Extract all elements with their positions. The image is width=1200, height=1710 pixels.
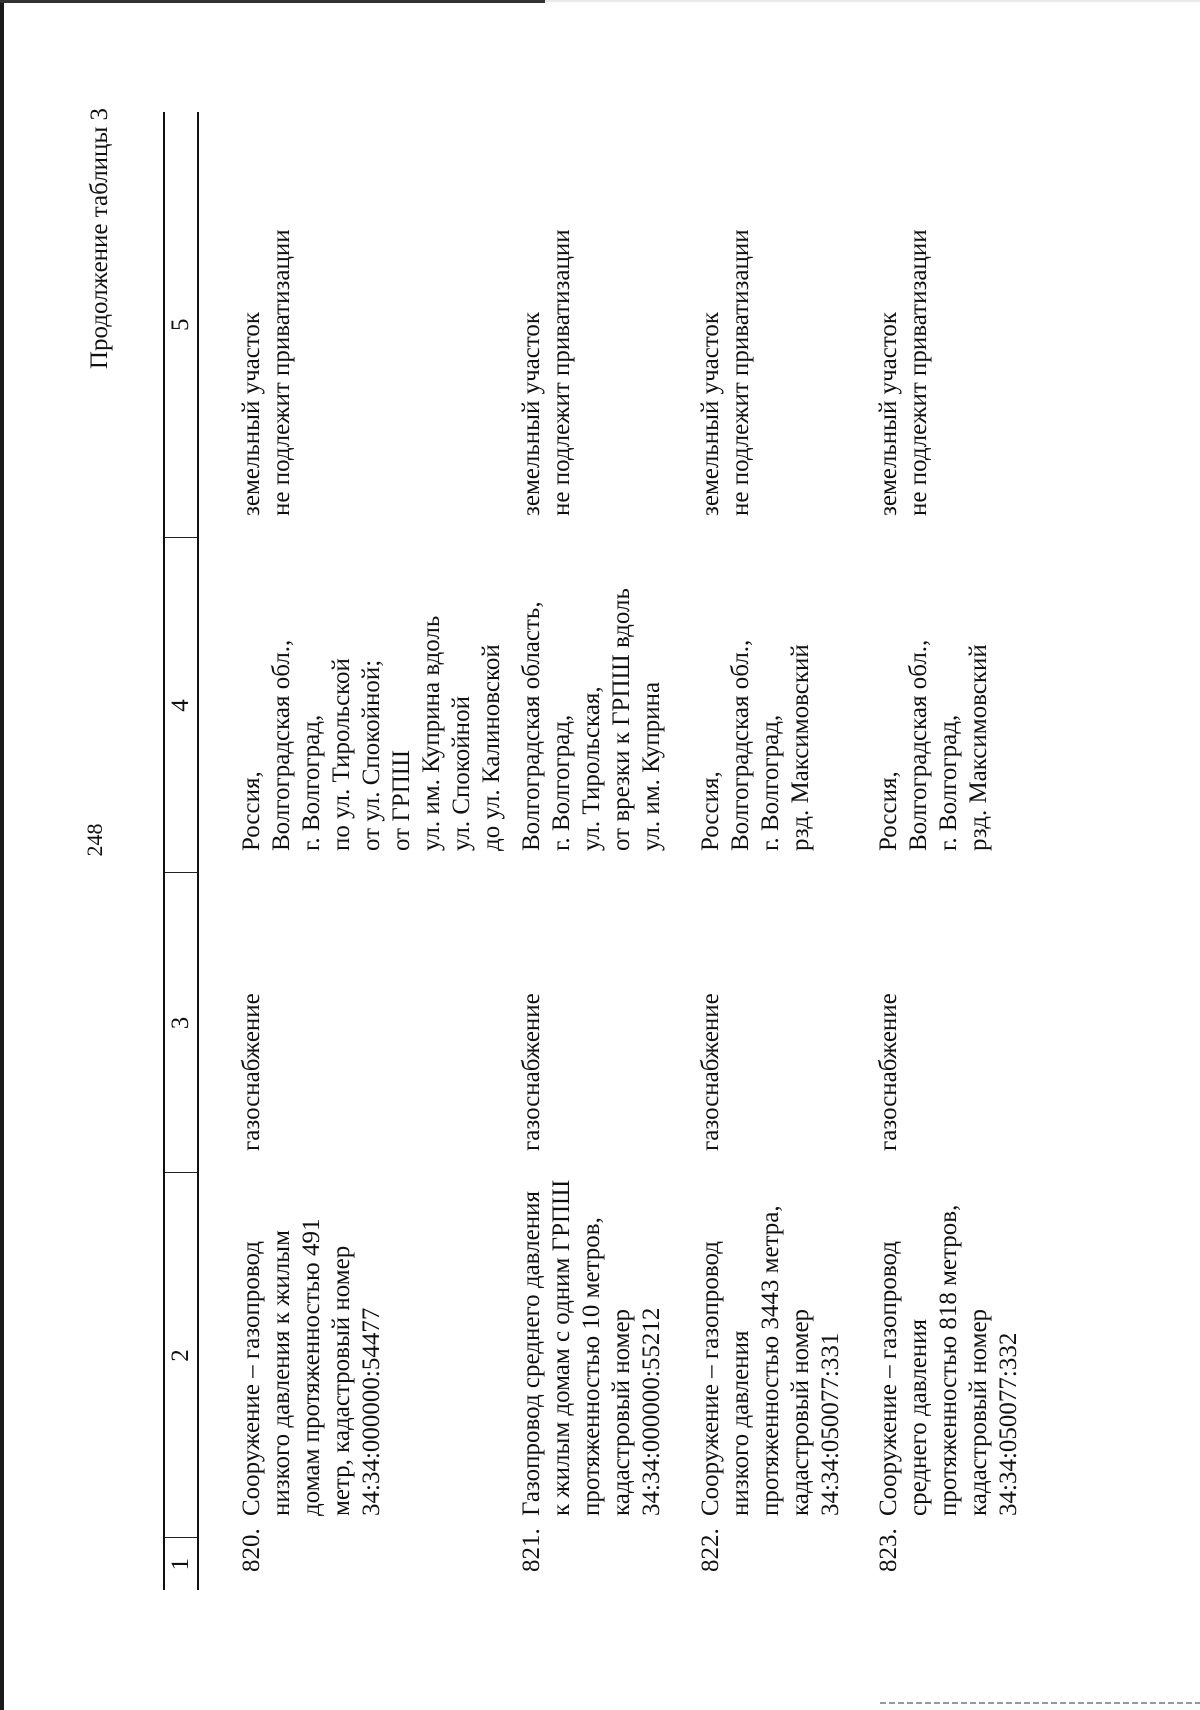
location-line: Волгоградская обл., — [905, 639, 932, 851]
object-name-line: 34:34:050077:332 — [995, 1332, 1022, 1516]
purpose-cell — [686, 873, 864, 1173]
table-caption: Продолжение таблицы 3 — [86, 108, 113, 370]
purpose-text: газоснабжение — [238, 993, 265, 1151]
location-line: от ул. Спокойной; — [358, 659, 385, 851]
location-line: Россия, — [697, 771, 724, 851]
location-cell — [198, 538, 507, 873]
purpose-cell — [507, 873, 686, 1173]
object-name-line: 34:34:050077:331 — [817, 1332, 844, 1516]
row-number: 822. — [697, 1528, 724, 1572]
object-name-line: Сооружение – газопровод — [875, 1241, 902, 1516]
purpose-cell — [198, 873, 507, 1173]
location-line: ул. Спокойной — [448, 696, 475, 851]
object-name-line: к жилым домам с одним ГРПШ — [548, 1179, 575, 1516]
object-name-cell — [507, 1173, 686, 1538]
location-line: от врезки к ГРПШ вдоль — [608, 588, 635, 851]
location-line: Волгоградская обл., — [727, 639, 754, 851]
location-line: рзд. Максимовский — [965, 644, 992, 851]
location-line: Волгоградская обл., — [268, 639, 295, 851]
object-name-line: протяженностью 10 метров, — [578, 1217, 605, 1516]
purpose-text: газоснабжение — [697, 993, 724, 1151]
location-line: рзд. Максимовский — [787, 644, 814, 851]
object-name-line: среднего давления — [905, 1318, 932, 1516]
column-header: 4 — [164, 538, 198, 873]
object-name-line: протяженностью 818 метров, — [935, 1204, 962, 1516]
land-status-line: не подлежит приватизации — [905, 229, 932, 516]
location-cell — [686, 538, 864, 873]
location-line: от ГРПШ — [388, 750, 415, 851]
object-name-line: низкого давления — [727, 1330, 754, 1516]
table-header-row — [164, 112, 198, 1590]
location-line: Россия, — [238, 771, 265, 851]
location-line: г. Волгоград, — [298, 714, 325, 851]
object-name-line: протяженностью 3443 метра, — [757, 1205, 784, 1516]
land-status-line: не подлежит приватизации — [727, 229, 754, 516]
land-status-line: не подлежит приватизации — [548, 229, 575, 516]
table-row — [198, 112, 507, 1590]
land-status-line: земельный участок — [518, 311, 545, 516]
location-line: Россия, — [875, 771, 902, 851]
object-name-line: Сооружение – газопровод — [238, 1241, 265, 1516]
location-line: г. Волгоград, — [548, 714, 575, 851]
object-name-line: Газопровод среднего давления — [518, 1191, 545, 1516]
object-name-line: кадастровый номер — [608, 1308, 635, 1516]
land-status-cell — [686, 112, 864, 538]
page-number: 248 — [82, 823, 107, 857]
land-status-cell — [198, 112, 507, 538]
object-name-line: низкого давления к жилым — [268, 1230, 295, 1516]
purpose-cell — [864, 873, 1074, 1173]
column-header: 1 — [164, 1538, 198, 1590]
land-status-line: земельный участок — [875, 311, 902, 516]
object-name-line: домам протяженностью 491 — [298, 1218, 325, 1516]
object-name-line: метр, кадастровый номер — [328, 1245, 355, 1516]
table-row — [864, 112, 1074, 1590]
column-header: 5 — [164, 112, 198, 538]
purpose-text: газоснабжение — [875, 993, 902, 1151]
location-line: по ул. Тирольской — [328, 658, 355, 851]
column-header: 2 — [164, 1173, 198, 1538]
location-line: г. Волгоград, — [757, 714, 784, 851]
land-status-line: земельный участок — [238, 311, 265, 516]
row-number: 821. — [518, 1528, 545, 1572]
object-name-line: Сооружение – газопровод — [697, 1241, 724, 1516]
object-name-cell — [198, 1173, 507, 1538]
location-line: ул. им. Куприна — [638, 681, 665, 851]
column-header: 3 — [164, 873, 198, 1173]
location-line: ул. им. Куприна вдоль — [418, 615, 445, 851]
object-name-line: кадастровый номер — [787, 1308, 814, 1516]
land-status-line: земельный участок — [697, 311, 724, 516]
land-status-cell — [507, 112, 686, 538]
table-row — [507, 112, 686, 1590]
object-name-cell — [864, 1173, 1074, 1538]
row-number: 823. — [875, 1528, 902, 1572]
table-row — [686, 112, 864, 1590]
object-name-line: кадастровый номер — [965, 1308, 992, 1516]
purpose-text: газоснабжение — [518, 993, 545, 1151]
location-line: г. Волгоград, — [935, 714, 962, 851]
land-status-cell — [864, 112, 1074, 538]
object-name-line: 34:34:000000:55212 — [638, 1307, 665, 1516]
object-name-cell — [686, 1173, 864, 1538]
location-line: до ул. Калиновской — [478, 644, 505, 851]
location-line: Волгоградская область, — [518, 601, 545, 851]
objects-table — [163, 112, 1074, 1590]
object-name-line: 34:34:000000:54477 — [358, 1307, 385, 1516]
location-cell — [864, 538, 1074, 873]
land-status-line: не подлежит приватизации — [268, 229, 295, 516]
row-number: 820. — [238, 1528, 265, 1572]
location-cell — [507, 538, 686, 873]
location-line: ул. Тирольская, — [578, 686, 605, 851]
